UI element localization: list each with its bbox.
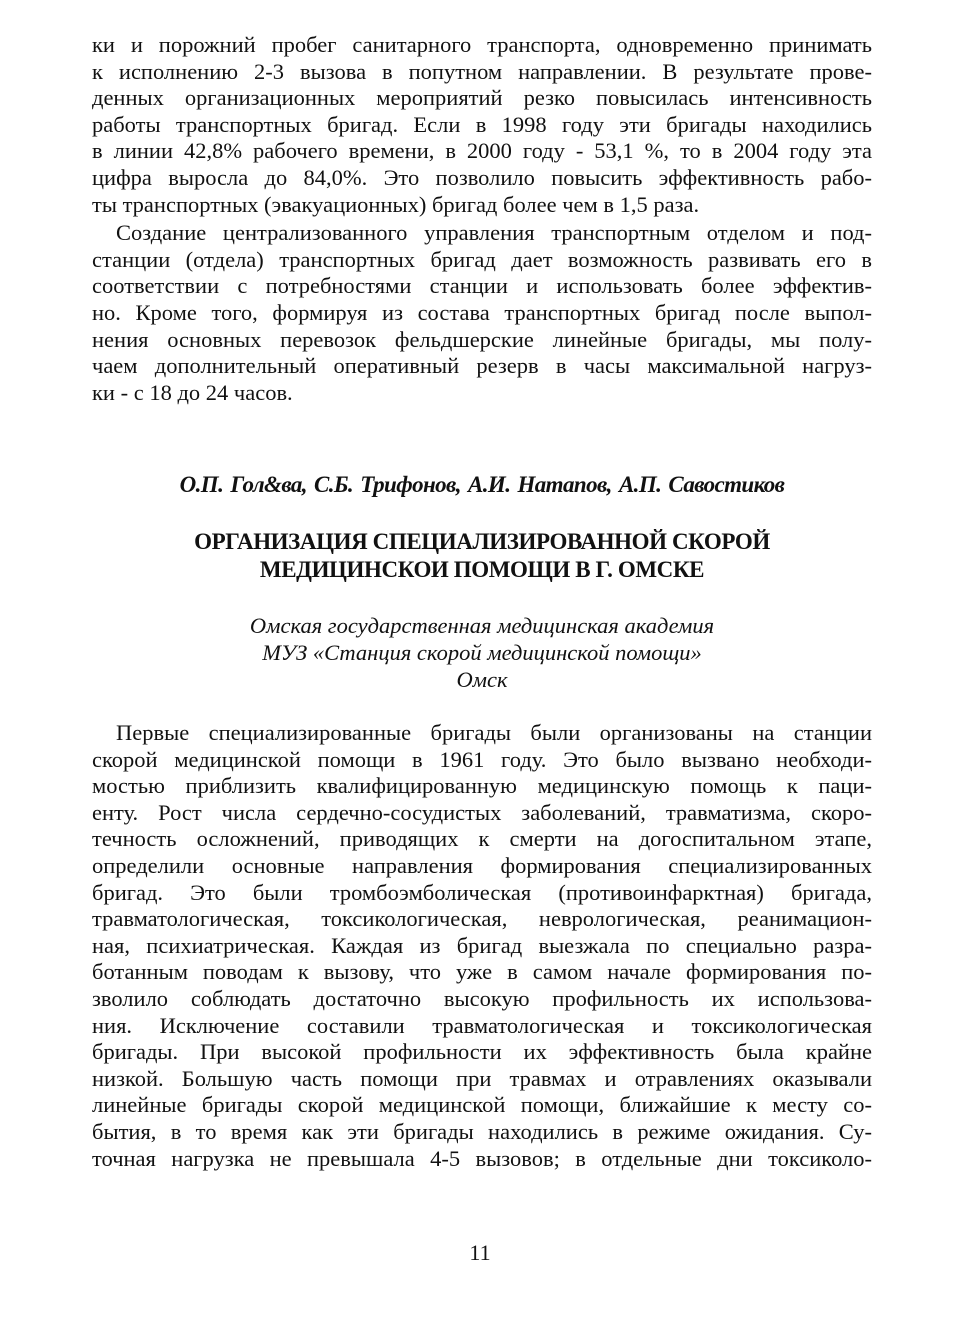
title-line: МЕДИЦИНСКОИ ПОМОЩИ В Г. ОМСКЕ [259, 557, 705, 582]
text-line: станции (отдела) транспортных бригад дает возможность развивать его в [92, 246, 872, 272]
text-line: чаем дополнительный оперативный резерв в часы максимальной нагруз- [92, 353, 872, 379]
page-content [92, 32, 872, 1171]
page-number: 11 [469, 1240, 491, 1265]
text-line: бригад. Это были тромбоэмболическая (противоинфарктная) бригада, [92, 879, 872, 905]
text-line: бытия, в то время как эти бригады находились в режиме ожидания. Су- [92, 1118, 872, 1144]
text-line: скорой медицинской помощи в 1961 году. Это было вызвано необходи- [92, 746, 872, 772]
affiliation-line: Омск [456, 667, 508, 692]
text-line: линейные бригады скорой медицинской помощи, ближайшие к месту со- [92, 1092, 872, 1118]
text-line: енту. Рост числа сердечно-сосудистых заболеваний, травматизма, скоро- [92, 799, 872, 825]
text-line: цифра выросла до 84,0%. Это позволило повысить эффективность рабо- [92, 164, 872, 190]
text-line: мостью приблизить квалифицированную медицинскую помощь к паци- [92, 773, 872, 799]
text-line: течность осложнений, приводящих к смерти на догоспитальном этапе, [92, 826, 872, 852]
second-paragraph [92, 220, 872, 406]
text-line: определили основные направления формирования специализированных [92, 852, 872, 878]
article-body-paragraph [92, 720, 872, 1172]
text-line: но. Кроме того, формируя из состава транспортных бригад после выпол- [92, 299, 872, 325]
article-title [92, 528, 872, 584]
text-line: низкой. Большую часть помощи при травмах и отравлениях оказывали [92, 1065, 872, 1091]
text-line: травматологическая, токсикологическая, неврологическая, реанимацион- [92, 906, 872, 932]
title-line: ОРГАНИЗАЦИЯ СПЕЦИАЛИЗИРОВАННОЙ СКОРОЙ [194, 529, 770, 554]
article-authors: О.П. Гол&ва, С.Б. Трифонов, А.И. Натапов, А.П. Савостиков [179, 472, 785, 497]
text-line: нения основных перевозок фельдшерские линейные бригады, мы полу- [92, 326, 872, 352]
text-line: ния. Исключение составили травматологическая и токсикологическая [92, 1012, 872, 1038]
text-line: ты транспортных (эвакуационных) бригад более чем в 1,5 раза. [92, 191, 700, 217]
text-line: зволило соблюдать достаточно высокую профильность их использова- [92, 985, 872, 1011]
text-line: ки и порожний пробег санитарного транспорта, одновременно принимать [92, 32, 872, 57]
article-affiliation [92, 612, 872, 693]
text-line: бригады. При высокой профильности их эффективность была крайне [92, 1039, 872, 1065]
text-line: ботанным поводам к вызову, что уже в самом начале формирования по- [92, 959, 872, 985]
text-line: ки - с 18 до 24 часов. [92, 379, 293, 405]
text-line: к исполнению 2-3 вызова в попутном направлении. В результате прове- [92, 58, 872, 84]
text-line: в линии 42,8% рабочего времени, в 2000 году - 53,1 %, то в 2004 году эта [92, 138, 872, 164]
text-line: работы транспортных бригад. Если в 1998 году эти бригады находились [92, 111, 872, 137]
text-line: соответствии с потребностями станции и использовать более эффектив- [92, 273, 872, 299]
text-line: ная, психиатрическая. Каждая из бригад выезжала по специально разра- [92, 932, 872, 958]
text-line: точная нагрузка не превышала 4-5 вызовов; в отдельные дни токсиколо- [92, 1145, 872, 1171]
affiliation-line: Омская государственная медицинская академия [249, 613, 715, 638]
text-line: денных организационных мероприятий резко повысилась интенсивность [92, 85, 872, 111]
affiliation-line: МУЗ «Станция скорой медицинской помощи» [262, 640, 702, 665]
text-line: Первые специализированные бригады были организованы на станции [116, 720, 872, 745]
intro-paragraph [92, 32, 872, 218]
text-line: Создание централизованного управления транспортным отделом и под- [116, 220, 872, 246]
